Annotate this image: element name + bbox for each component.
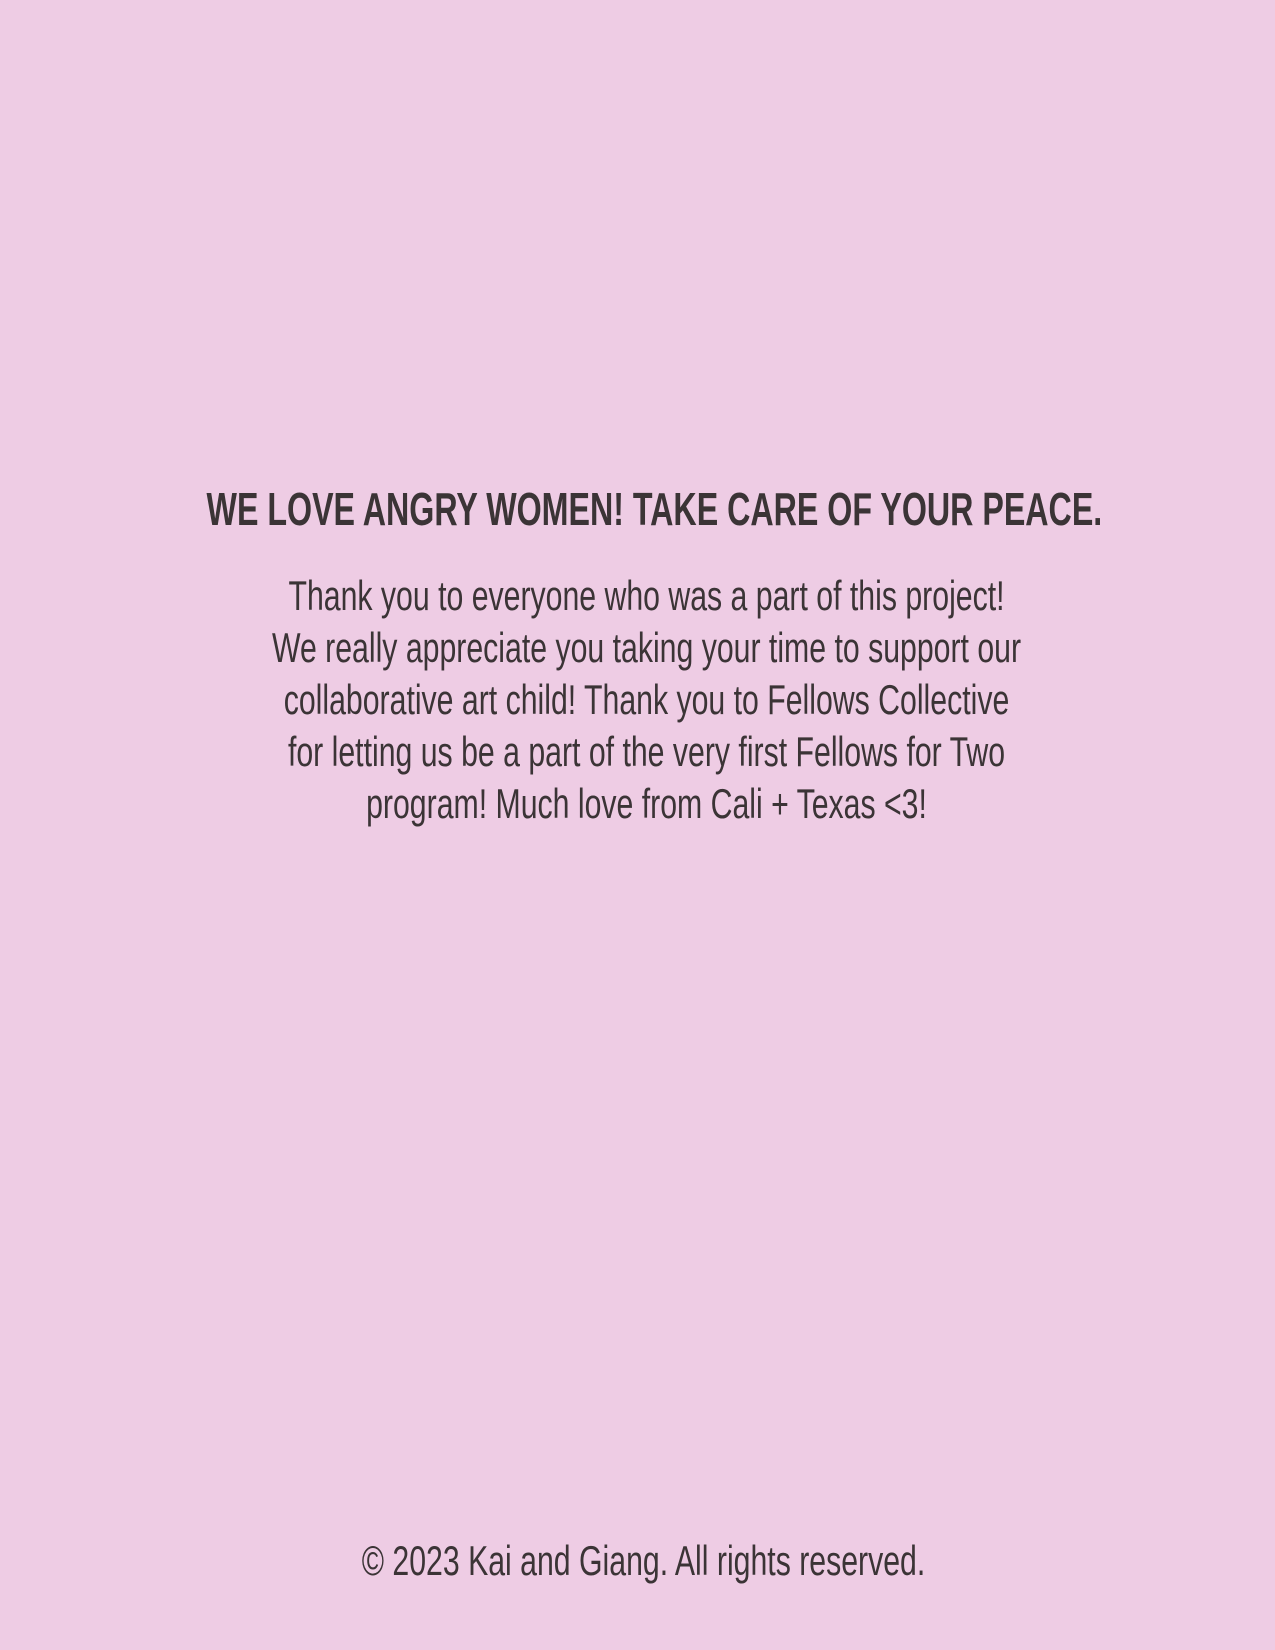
paragraph-line: collaborative art child! Thank you to Fellows Collective <box>283 676 1010 723</box>
thank-you-paragraph <box>18 570 1275 830</box>
paragraph-line: We really appreciate you taking your time to support our <box>271 624 1022 671</box>
paragraph-line: for letting us be a part of the very first Fellows for Two <box>287 728 1006 775</box>
paragraph-line: program! Much love from Cali + Texas <3! <box>366 780 927 827</box>
copyright-notice: © 2023 Kai and Giang. All rights reserved. <box>361 1537 926 1584</box>
page-title: WE LOVE ANGRY WOMEN! TAKE CARE OF YOUR PEACE. <box>206 483 1103 535</box>
paragraph-line: Thank you to everyone who was a part of this project! <box>288 572 1005 619</box>
